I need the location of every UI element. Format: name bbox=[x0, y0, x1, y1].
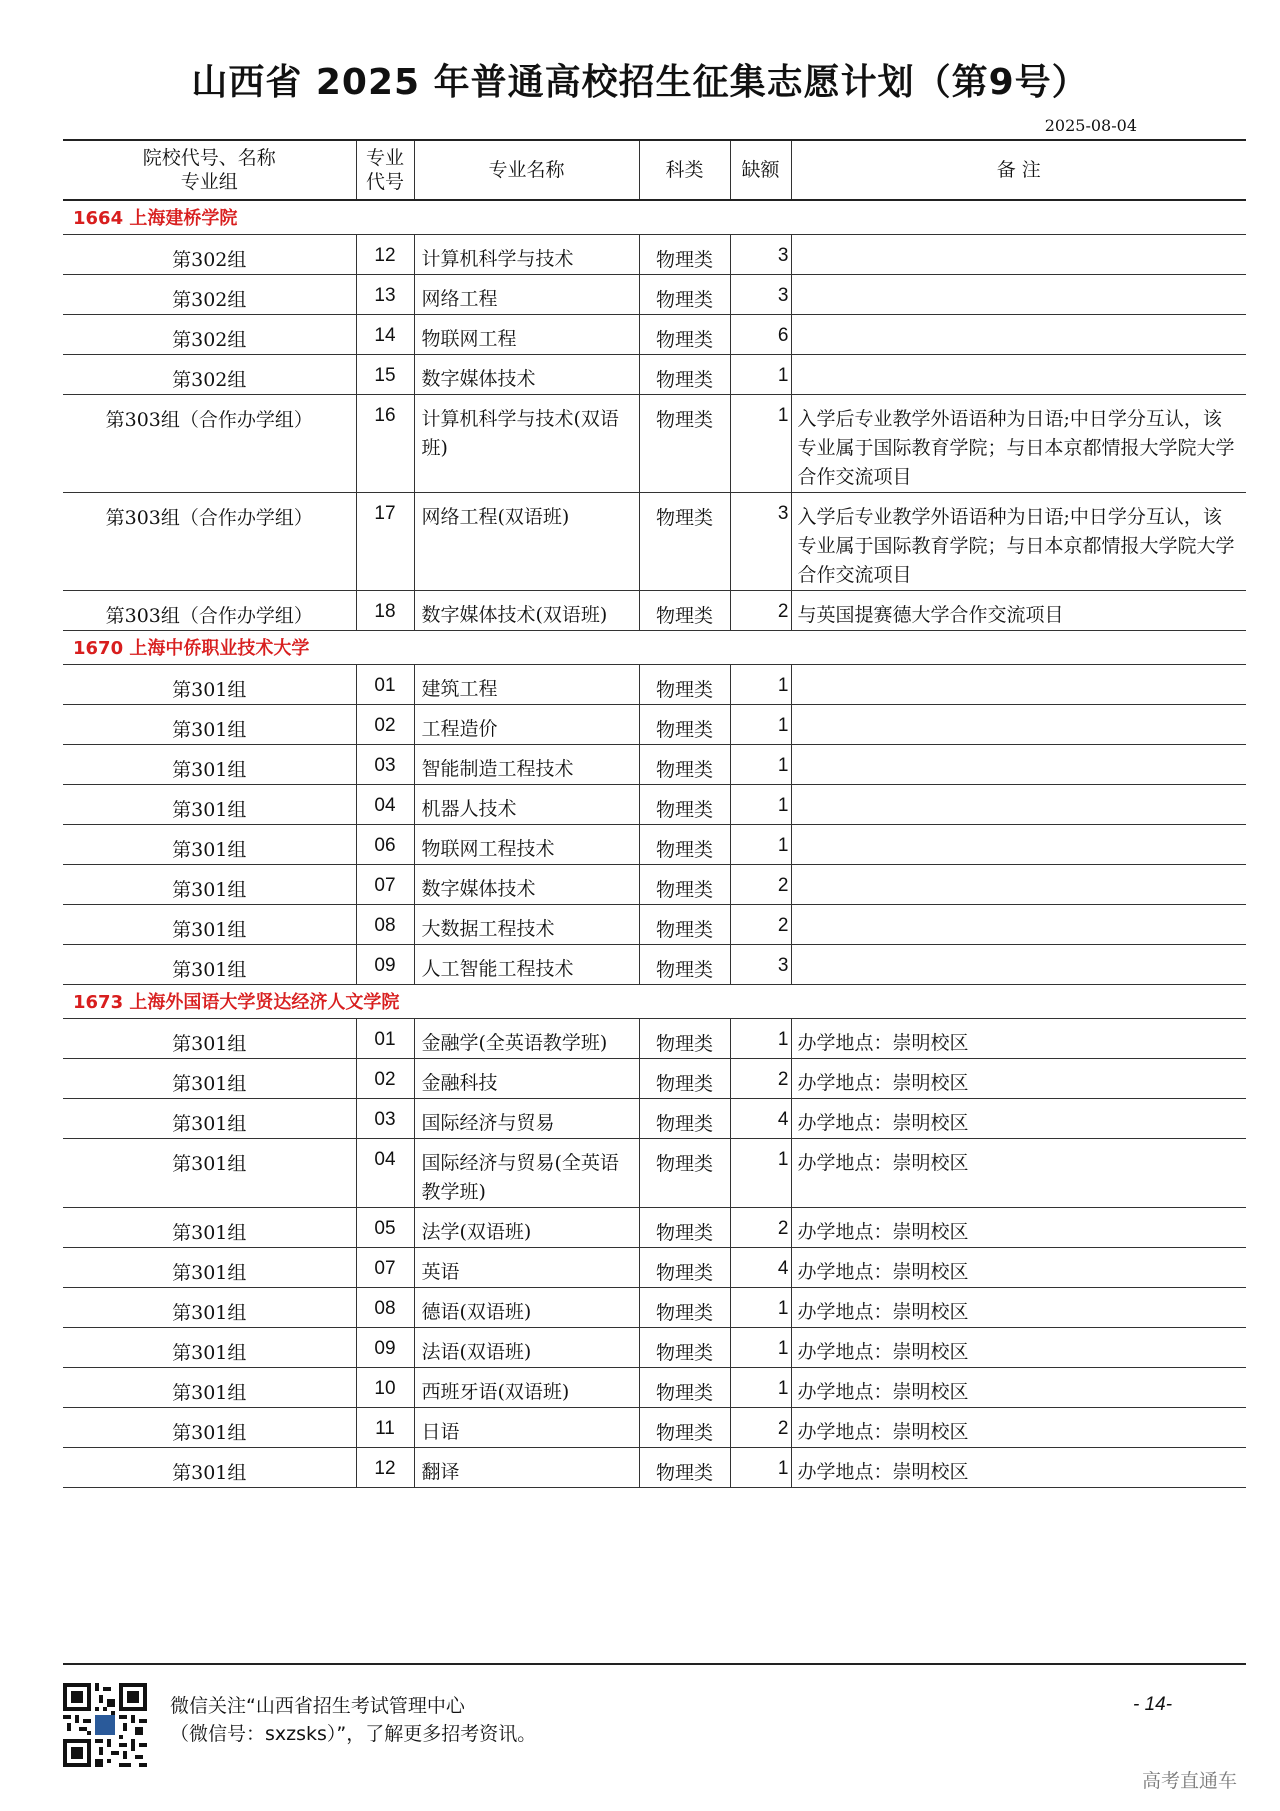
issue-date: 2025-08-04 bbox=[1044, 116, 1137, 135]
group-cell: 第301组 bbox=[63, 944, 356, 984]
table-row bbox=[63, 1058, 1246, 1098]
group-cell: 第301组 bbox=[63, 1247, 356, 1287]
watermark-text: 高考直通车 bbox=[1142, 1770, 1238, 1792]
code-cell: 01 bbox=[356, 664, 414, 704]
remark-cell bbox=[791, 904, 1246, 944]
category-cell: 物理类 bbox=[639, 492, 730, 590]
vacancy-cell: 1 bbox=[730, 824, 791, 864]
table-row bbox=[63, 1407, 1246, 1447]
table-row bbox=[63, 784, 1246, 824]
group-cell: 第301组 bbox=[63, 1098, 356, 1138]
vacancy-cell: 4 bbox=[730, 1247, 791, 1287]
code-cell: 14 bbox=[356, 314, 414, 354]
code-cell: 13 bbox=[356, 274, 414, 314]
category-cell: 物理类 bbox=[639, 904, 730, 944]
table-row bbox=[63, 1327, 1246, 1367]
code-cell: 15 bbox=[356, 354, 414, 394]
header-code-line1: 专业 bbox=[365, 147, 404, 169]
remark-cell: 办学地点：崇明校区 bbox=[791, 1327, 1246, 1367]
group-cell: 第301组 bbox=[63, 1287, 356, 1327]
remark-cell bbox=[791, 824, 1246, 864]
header-category: 科类 bbox=[639, 140, 730, 200]
major-name-cell: 物联网工程 bbox=[414, 314, 639, 354]
code-cell: 05 bbox=[356, 1207, 414, 1247]
table-row bbox=[63, 744, 1246, 784]
table-row bbox=[63, 1098, 1246, 1138]
category-cell: 物理类 bbox=[639, 1207, 730, 1247]
group-cell: 第301组 bbox=[63, 1407, 356, 1447]
table-row bbox=[63, 864, 1246, 904]
code-cell: 09 bbox=[356, 944, 414, 984]
header-remark: 备 注 bbox=[791, 140, 1246, 200]
remark-cell: 办学地点：崇明校区 bbox=[791, 1098, 1246, 1138]
table-row bbox=[63, 1018, 1246, 1058]
group-cell: 第302组 bbox=[63, 274, 356, 314]
table-row bbox=[63, 234, 1246, 274]
school-section-row bbox=[63, 200, 1246, 234]
header-name: 专业名称 bbox=[414, 140, 639, 200]
table-row bbox=[63, 590, 1246, 630]
category-cell: 物理类 bbox=[639, 1287, 730, 1327]
remark-cell bbox=[791, 784, 1246, 824]
category-cell: 物理类 bbox=[639, 354, 730, 394]
code-cell: 02 bbox=[356, 704, 414, 744]
major-name-cell: 法学(双语班) bbox=[414, 1207, 639, 1247]
vacancy-cell: 1 bbox=[730, 1367, 791, 1407]
header-group-line2: 专业组 bbox=[180, 171, 238, 193]
table-row bbox=[63, 394, 1246, 492]
table-row bbox=[63, 824, 1246, 864]
major-name-cell: 金融学(全英语教学班) bbox=[414, 1018, 639, 1058]
header-group-line1: 院校代号、名称 bbox=[142, 147, 276, 169]
table-row bbox=[63, 904, 1246, 944]
school-name: 1670 上海中侨职业技术大学 bbox=[63, 630, 1246, 664]
major-name-cell: 数字媒体技术 bbox=[414, 864, 639, 904]
vacancy-cell: 3 bbox=[730, 234, 791, 274]
code-cell: 07 bbox=[356, 1247, 414, 1287]
group-cell: 第301组 bbox=[63, 864, 356, 904]
remark-cell bbox=[791, 354, 1246, 394]
remark-cell: 办学地点：崇明校区 bbox=[791, 1367, 1246, 1407]
vacancy-cell: 1 bbox=[730, 1327, 791, 1367]
code-cell: 04 bbox=[356, 1138, 414, 1207]
major-name-cell: 机器人技术 bbox=[414, 784, 639, 824]
category-cell: 物理类 bbox=[639, 1447, 730, 1487]
group-cell: 第301组 bbox=[63, 664, 356, 704]
group-cell: 第303组（合作办学组） bbox=[63, 492, 356, 590]
group-cell: 第301组 bbox=[63, 784, 356, 824]
major-name-cell: 国际经济与贸易(全英语教学班) bbox=[414, 1138, 639, 1207]
vacancy-cell: 1 bbox=[730, 744, 791, 784]
group-cell: 第303组（合作办学组） bbox=[63, 394, 356, 492]
code-cell: 12 bbox=[356, 1447, 414, 1487]
major-name-cell: 日语 bbox=[414, 1407, 639, 1447]
vacancy-cell: 1 bbox=[730, 1138, 791, 1207]
table-row bbox=[63, 1447, 1246, 1487]
group-cell: 第301组 bbox=[63, 1367, 356, 1407]
table-row bbox=[63, 492, 1246, 590]
vacancy-cell: 3 bbox=[730, 492, 791, 590]
category-cell: 物理类 bbox=[639, 784, 730, 824]
vacancy-cell: 4 bbox=[730, 1098, 791, 1138]
code-cell: 03 bbox=[356, 1098, 414, 1138]
vacancy-cell: 1 bbox=[730, 1287, 791, 1327]
code-cell: 10 bbox=[356, 1367, 414, 1407]
code-cell: 09 bbox=[356, 1327, 414, 1367]
remark-cell bbox=[791, 274, 1246, 314]
code-cell: 11 bbox=[356, 1407, 414, 1447]
major-name-cell: 英语 bbox=[414, 1247, 639, 1287]
remark-cell: 办学地点：崇明校区 bbox=[791, 1287, 1246, 1327]
vacancy-cell: 2 bbox=[730, 1058, 791, 1098]
major-name-cell: 工程造价 bbox=[414, 704, 639, 744]
code-cell: 08 bbox=[356, 1287, 414, 1327]
group-cell: 第301组 bbox=[63, 904, 356, 944]
vacancy-cell: 1 bbox=[730, 664, 791, 704]
vacancy-cell: 3 bbox=[730, 274, 791, 314]
group-cell: 第301组 bbox=[63, 1447, 356, 1487]
code-cell: 18 bbox=[356, 590, 414, 630]
remark-cell bbox=[791, 704, 1246, 744]
category-cell: 物理类 bbox=[639, 744, 730, 784]
category-cell: 物理类 bbox=[639, 274, 730, 314]
code-cell: 08 bbox=[356, 904, 414, 944]
major-name-cell: 计算机科学与技术(双语班) bbox=[414, 394, 639, 492]
table-row bbox=[63, 704, 1246, 744]
table-body bbox=[63, 200, 1246, 1487]
group-cell: 第301组 bbox=[63, 1018, 356, 1058]
vacancy-cell: 1 bbox=[730, 784, 791, 824]
group-cell: 第301组 bbox=[63, 1058, 356, 1098]
remark-cell: 入学后专业教学外语语种为日语;中日学分互认，该专业属于国际教育学院；与日本京都情报大学院大学合作交流项目 bbox=[791, 492, 1246, 590]
major-name-cell: 人工智能工程技术 bbox=[414, 944, 639, 984]
table-row bbox=[63, 1367, 1246, 1407]
code-cell: 01 bbox=[356, 1018, 414, 1058]
category-cell: 物理类 bbox=[639, 944, 730, 984]
category-cell: 物理类 bbox=[639, 1098, 730, 1138]
vacancy-cell: 1 bbox=[730, 354, 791, 394]
vacancy-cell: 2 bbox=[730, 1407, 791, 1447]
category-cell: 物理类 bbox=[639, 1407, 730, 1447]
category-cell: 物理类 bbox=[639, 1138, 730, 1207]
remark-cell bbox=[791, 944, 1246, 984]
remark-cell: 与英国提赛德大学合作交流项目 bbox=[791, 590, 1246, 630]
vacancy-cell: 6 bbox=[730, 314, 791, 354]
category-cell: 物理类 bbox=[639, 664, 730, 704]
vacancy-cell: 2 bbox=[730, 904, 791, 944]
code-cell: 12 bbox=[356, 234, 414, 274]
header-code bbox=[356, 140, 414, 200]
header-group bbox=[63, 140, 356, 200]
school-section-row bbox=[63, 630, 1246, 664]
category-cell: 物理类 bbox=[639, 234, 730, 274]
major-name-cell: 网络工程(双语班) bbox=[414, 492, 639, 590]
code-cell: 07 bbox=[356, 864, 414, 904]
category-cell: 物理类 bbox=[639, 1327, 730, 1367]
vacancy-cell: 2 bbox=[730, 1207, 791, 1247]
table-header bbox=[63, 140, 1246, 200]
major-name-cell: 物联网工程技术 bbox=[414, 824, 639, 864]
category-cell: 物理类 bbox=[639, 704, 730, 744]
category-cell: 物理类 bbox=[639, 314, 730, 354]
group-cell: 第303组（合作办学组） bbox=[63, 590, 356, 630]
category-cell: 物理类 bbox=[639, 1367, 730, 1407]
remark-cell: 办学地点：崇明校区 bbox=[791, 1207, 1246, 1247]
table-row bbox=[63, 274, 1246, 314]
remark-cell: 办学地点：崇明校区 bbox=[791, 1138, 1246, 1207]
vacancy-cell: 1 bbox=[730, 1018, 791, 1058]
major-name-cell: 智能制造工程技术 bbox=[414, 744, 639, 784]
vacancy-cell: 2 bbox=[730, 590, 791, 630]
major-name-cell: 金融科技 bbox=[414, 1058, 639, 1098]
remark-cell bbox=[791, 864, 1246, 904]
remark-cell bbox=[791, 744, 1246, 784]
vacancy-cell: 3 bbox=[730, 944, 791, 984]
remark-cell bbox=[791, 664, 1246, 704]
code-cell: 03 bbox=[356, 744, 414, 784]
group-cell: 第302组 bbox=[63, 354, 356, 394]
code-cell: 02 bbox=[356, 1058, 414, 1098]
remark-cell: 办学地点：崇明校区 bbox=[791, 1447, 1246, 1487]
table-row bbox=[63, 944, 1246, 984]
footer-divider bbox=[63, 1663, 1246, 1665]
table-row bbox=[63, 314, 1246, 354]
major-name-cell: 西班牙语(双语班) bbox=[414, 1367, 639, 1407]
table-row bbox=[63, 1247, 1246, 1287]
group-cell: 第301组 bbox=[63, 824, 356, 864]
table-row bbox=[63, 1138, 1246, 1207]
remark-cell bbox=[791, 234, 1246, 274]
group-cell: 第302组 bbox=[63, 314, 356, 354]
footer-notice bbox=[170, 1692, 536, 1748]
table-row bbox=[63, 1287, 1246, 1327]
remark-cell bbox=[791, 314, 1246, 354]
major-name-cell: 网络工程 bbox=[414, 274, 639, 314]
school-name: 1664 上海建桥学院 bbox=[63, 200, 1246, 234]
footer-line2: （微信号：sxzsks）”，了解更多招考资讯。 bbox=[170, 1723, 537, 1745]
header-vacancy: 缺额 bbox=[730, 140, 791, 200]
category-cell: 物理类 bbox=[639, 864, 730, 904]
major-name-cell: 建筑工程 bbox=[414, 664, 639, 704]
category-cell: 物理类 bbox=[639, 824, 730, 864]
group-cell: 第301组 bbox=[63, 704, 356, 744]
category-cell: 物理类 bbox=[639, 1058, 730, 1098]
major-name-cell: 数字媒体技术 bbox=[414, 354, 639, 394]
vacancy-cell: 2 bbox=[730, 864, 791, 904]
code-cell: 06 bbox=[356, 824, 414, 864]
code-cell: 16 bbox=[356, 394, 414, 492]
category-cell: 物理类 bbox=[639, 1018, 730, 1058]
major-name-cell: 法语(双语班) bbox=[414, 1327, 639, 1367]
category-cell: 物理类 bbox=[639, 1247, 730, 1287]
page-number: - 14- bbox=[1133, 1694, 1173, 1715]
major-name-cell: 计算机科学与技术 bbox=[414, 234, 639, 274]
table-row bbox=[63, 664, 1246, 704]
vacancy-cell: 1 bbox=[730, 704, 791, 744]
remark-cell: 办学地点：崇明校区 bbox=[791, 1247, 1246, 1287]
remark-cell: 办学地点：崇明校区 bbox=[791, 1058, 1246, 1098]
group-cell: 第301组 bbox=[63, 744, 356, 784]
major-name-cell: 大数据工程技术 bbox=[414, 904, 639, 944]
school-name: 1673 上海外国语大学贤达经济人文学院 bbox=[63, 984, 1246, 1018]
group-cell: 第301组 bbox=[63, 1138, 356, 1207]
group-cell: 第301组 bbox=[63, 1207, 356, 1247]
remark-cell: 办学地点：崇明校区 bbox=[791, 1018, 1246, 1058]
header-code-line2: 代号 bbox=[365, 171, 404, 193]
group-cell: 第301组 bbox=[63, 1327, 356, 1367]
category-cell: 物理类 bbox=[639, 590, 730, 630]
footer-line1: 微信关注“山西省招生考试管理中心 bbox=[170, 1695, 465, 1717]
code-cell: 04 bbox=[356, 784, 414, 824]
remark-cell: 入学后专业教学外语语种为日语;中日学分互认，该专业属于国际教育学院；与日本京都情报大学院大学合作交流项目 bbox=[791, 394, 1246, 492]
remark-cell: 办学地点：崇明校区 bbox=[791, 1407, 1246, 1447]
page-title: 山西省 2025 年普通高校招生征集志愿计划（第9号） bbox=[191, 62, 1089, 103]
code-cell: 17 bbox=[356, 492, 414, 590]
table-row bbox=[63, 1207, 1246, 1247]
major-name-cell: 国际经济与贸易 bbox=[414, 1098, 639, 1138]
plan-table bbox=[63, 139, 1246, 1488]
major-name-cell: 数字媒体技术(双语班) bbox=[414, 590, 639, 630]
category-cell: 物理类 bbox=[639, 394, 730, 492]
table-row bbox=[63, 354, 1246, 394]
school-section-row bbox=[63, 984, 1246, 1018]
vacancy-cell: 1 bbox=[730, 1447, 791, 1487]
group-cell: 第302组 bbox=[63, 234, 356, 274]
major-name-cell: 德语(双语班) bbox=[414, 1287, 639, 1327]
major-name-cell: 翻译 bbox=[414, 1447, 639, 1487]
qr-code-icon bbox=[63, 1683, 147, 1767]
vacancy-cell: 1 bbox=[730, 394, 791, 492]
